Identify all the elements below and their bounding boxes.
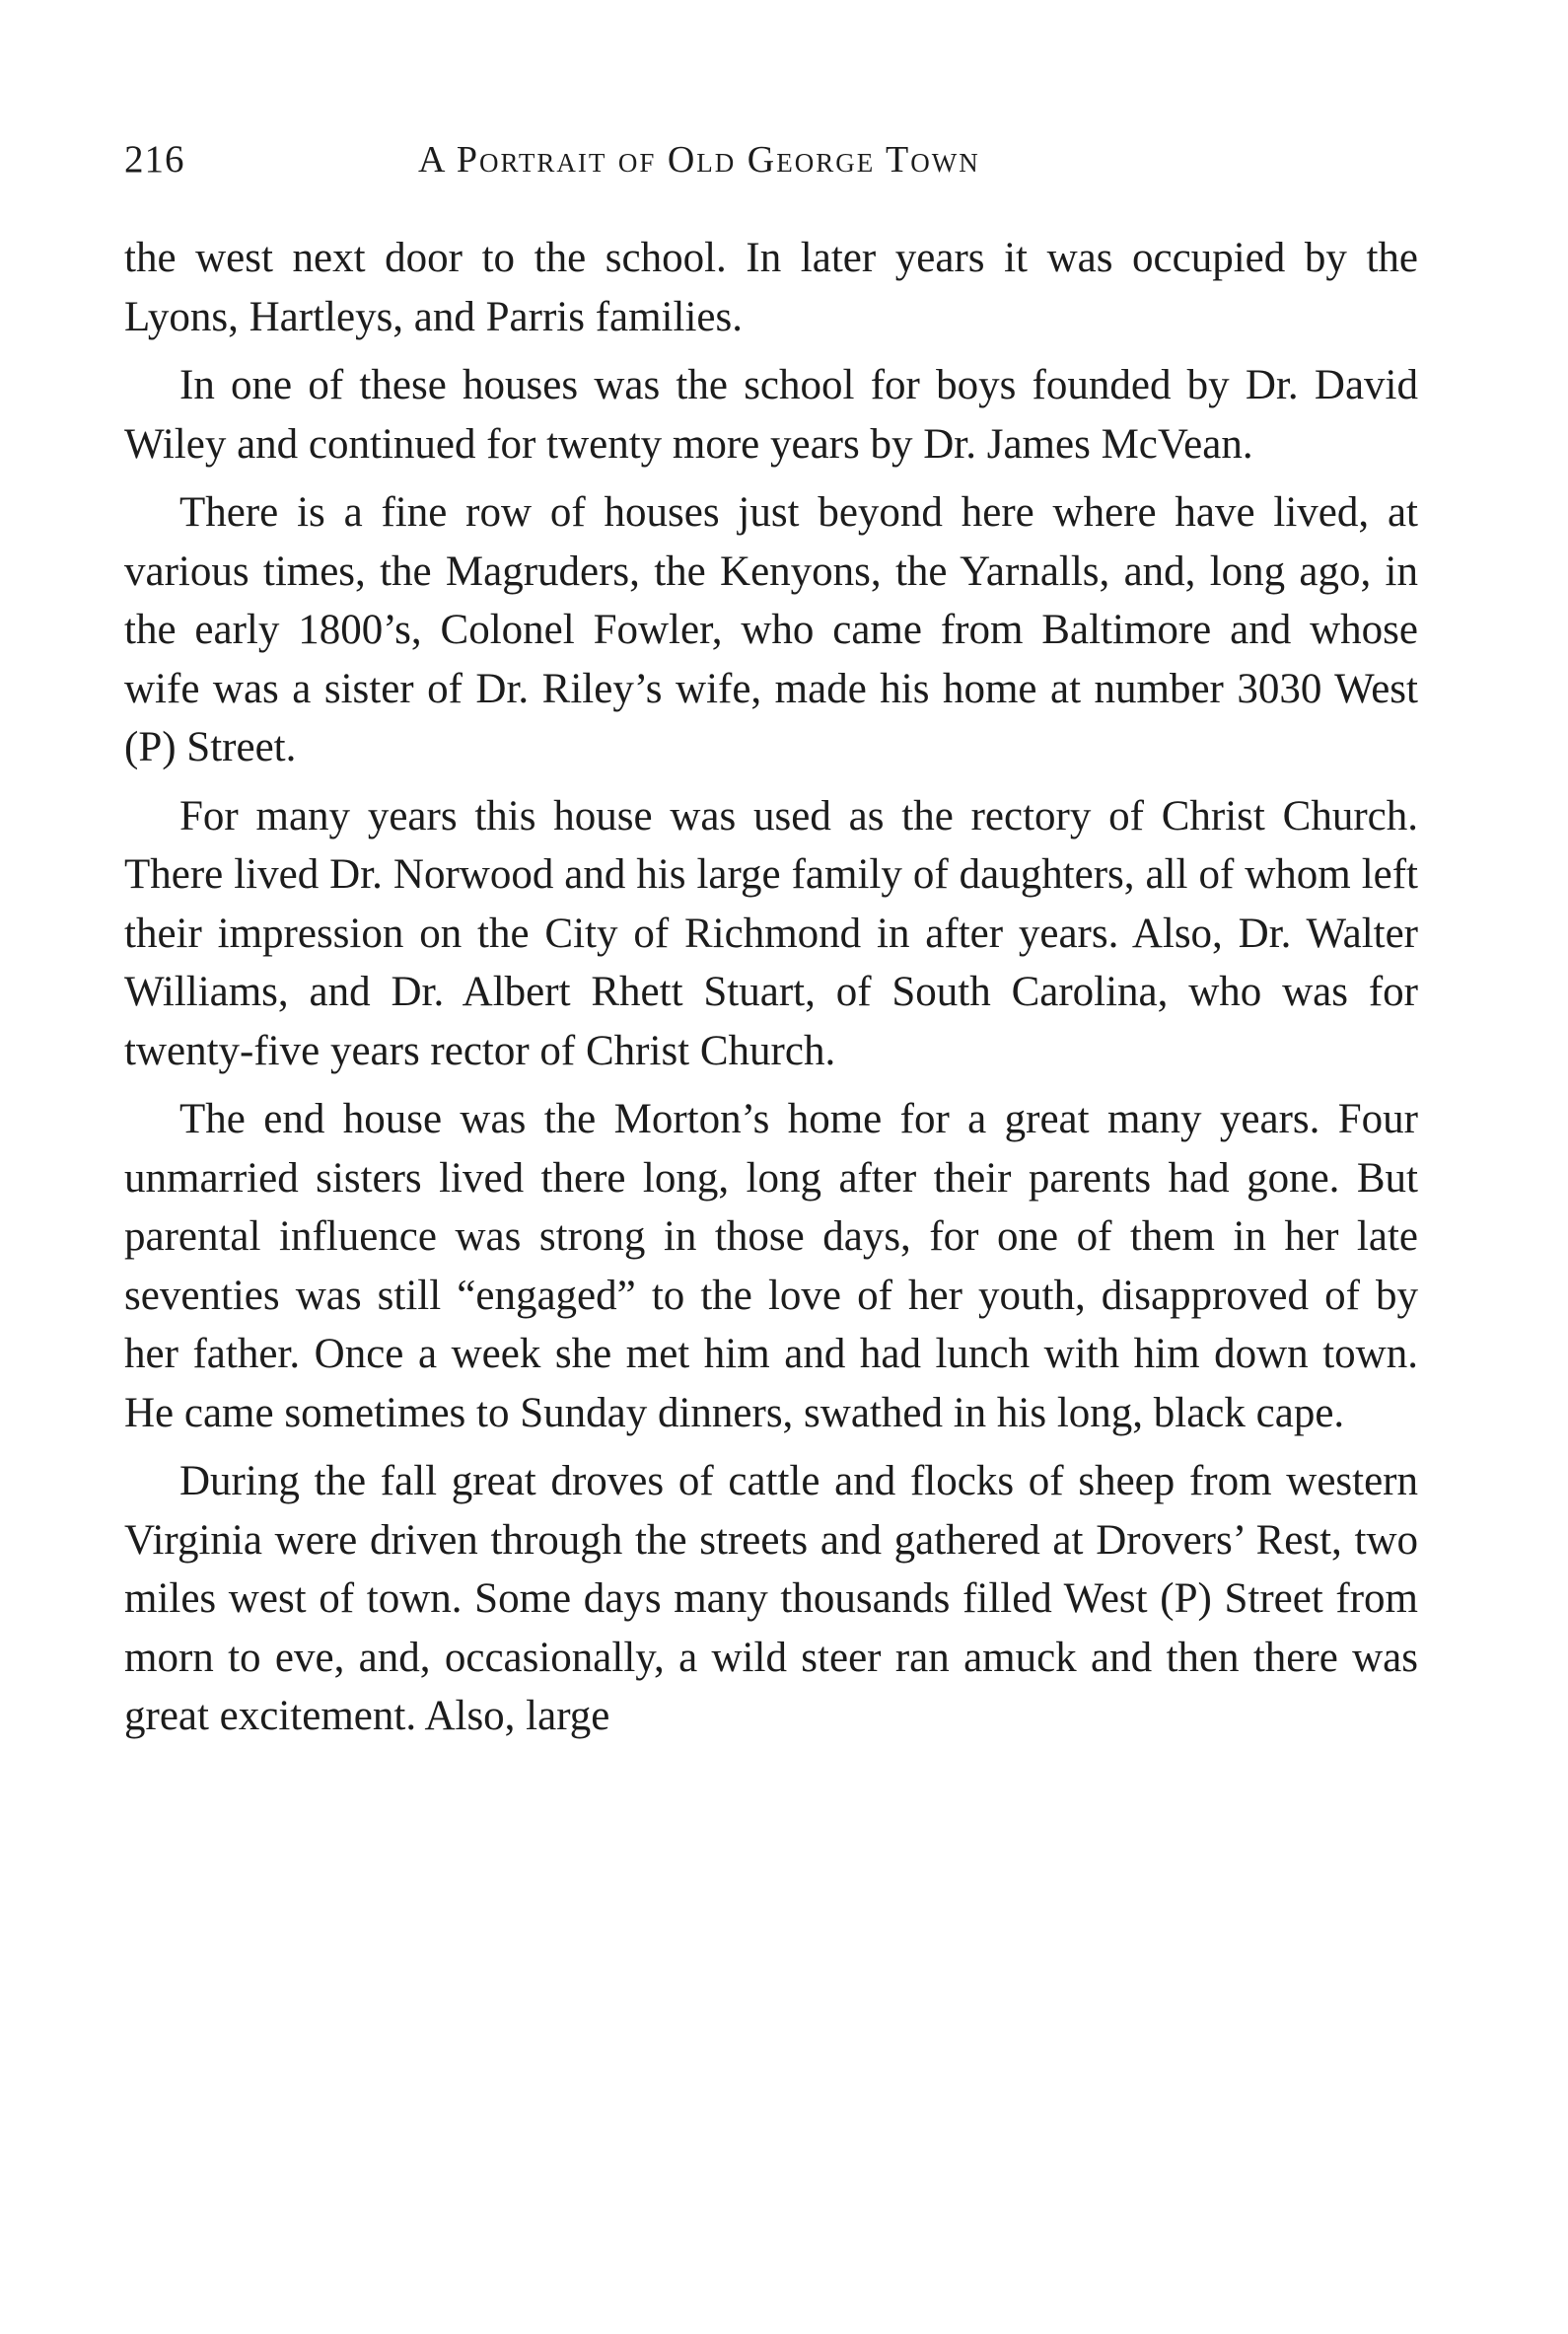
paragraph-cattle-droves: During the fall great droves of cattle and flocks of sheep from western Virginia were driven through the streets and gathered at Drovers’ Rest, two miles west of town. Some days many thousands filled West (P) Street from morn to eve, and, occasionally, a wild steer ran amuck and then there was great excitement. Also, large xyxy=(124,1458,1418,1739)
page-header xyxy=(124,130,1416,189)
page-number: 216 xyxy=(124,138,185,181)
running-title: A Portrait of Old George Town xyxy=(418,139,980,181)
paragraph-morton-home: The end house was the Morton’s home for a great many years. Four unmarried sisters lived there long, long after their parents had gone. But parental influence was strong in those days, for one of them in her late seventies was still “engaged” to the love of her youth, disapproved of by her father. Once a week she met him and had lunch with him down town. He came sometimes to Sunday dinners, swathed in his long, black cape. xyxy=(124,1096,1418,1436)
paragraph-continued: the west next door to the school. In later years it was occupied by the Lyons, Hartleys, and Parris families. xyxy=(124,235,1418,340)
paragraph-wiley-school: In one of these houses was the school for boys founded by Dr. David Wiley and continued for twenty more years by Dr. James McVean. xyxy=(124,362,1418,468)
paragraph-row-of-houses: There is a fine row of houses just beyond here where have lived, at various times, the Magruders, the Kenyons, the Yarnalls, and, long ago, in the early 1800’s, Colonel Fowler, who came from Baltimore and whose wife was a sister of Dr. Riley’s wife, made his home at number 3030 West (P) Street. xyxy=(124,489,1418,770)
paragraph-rectory: For many years this house was used as the rectory of Christ Church. There lived Dr. Norwood and his large family of daughters, all of whom left their impression on the City of Richmond in after years. Also, Dr. Walter Williams, and Dr. Albert Rhett Stuart, of South Carolina, who was for twenty-five years rector of Christ Church. xyxy=(124,792,1418,1074)
body-text xyxy=(124,229,1418,1756)
